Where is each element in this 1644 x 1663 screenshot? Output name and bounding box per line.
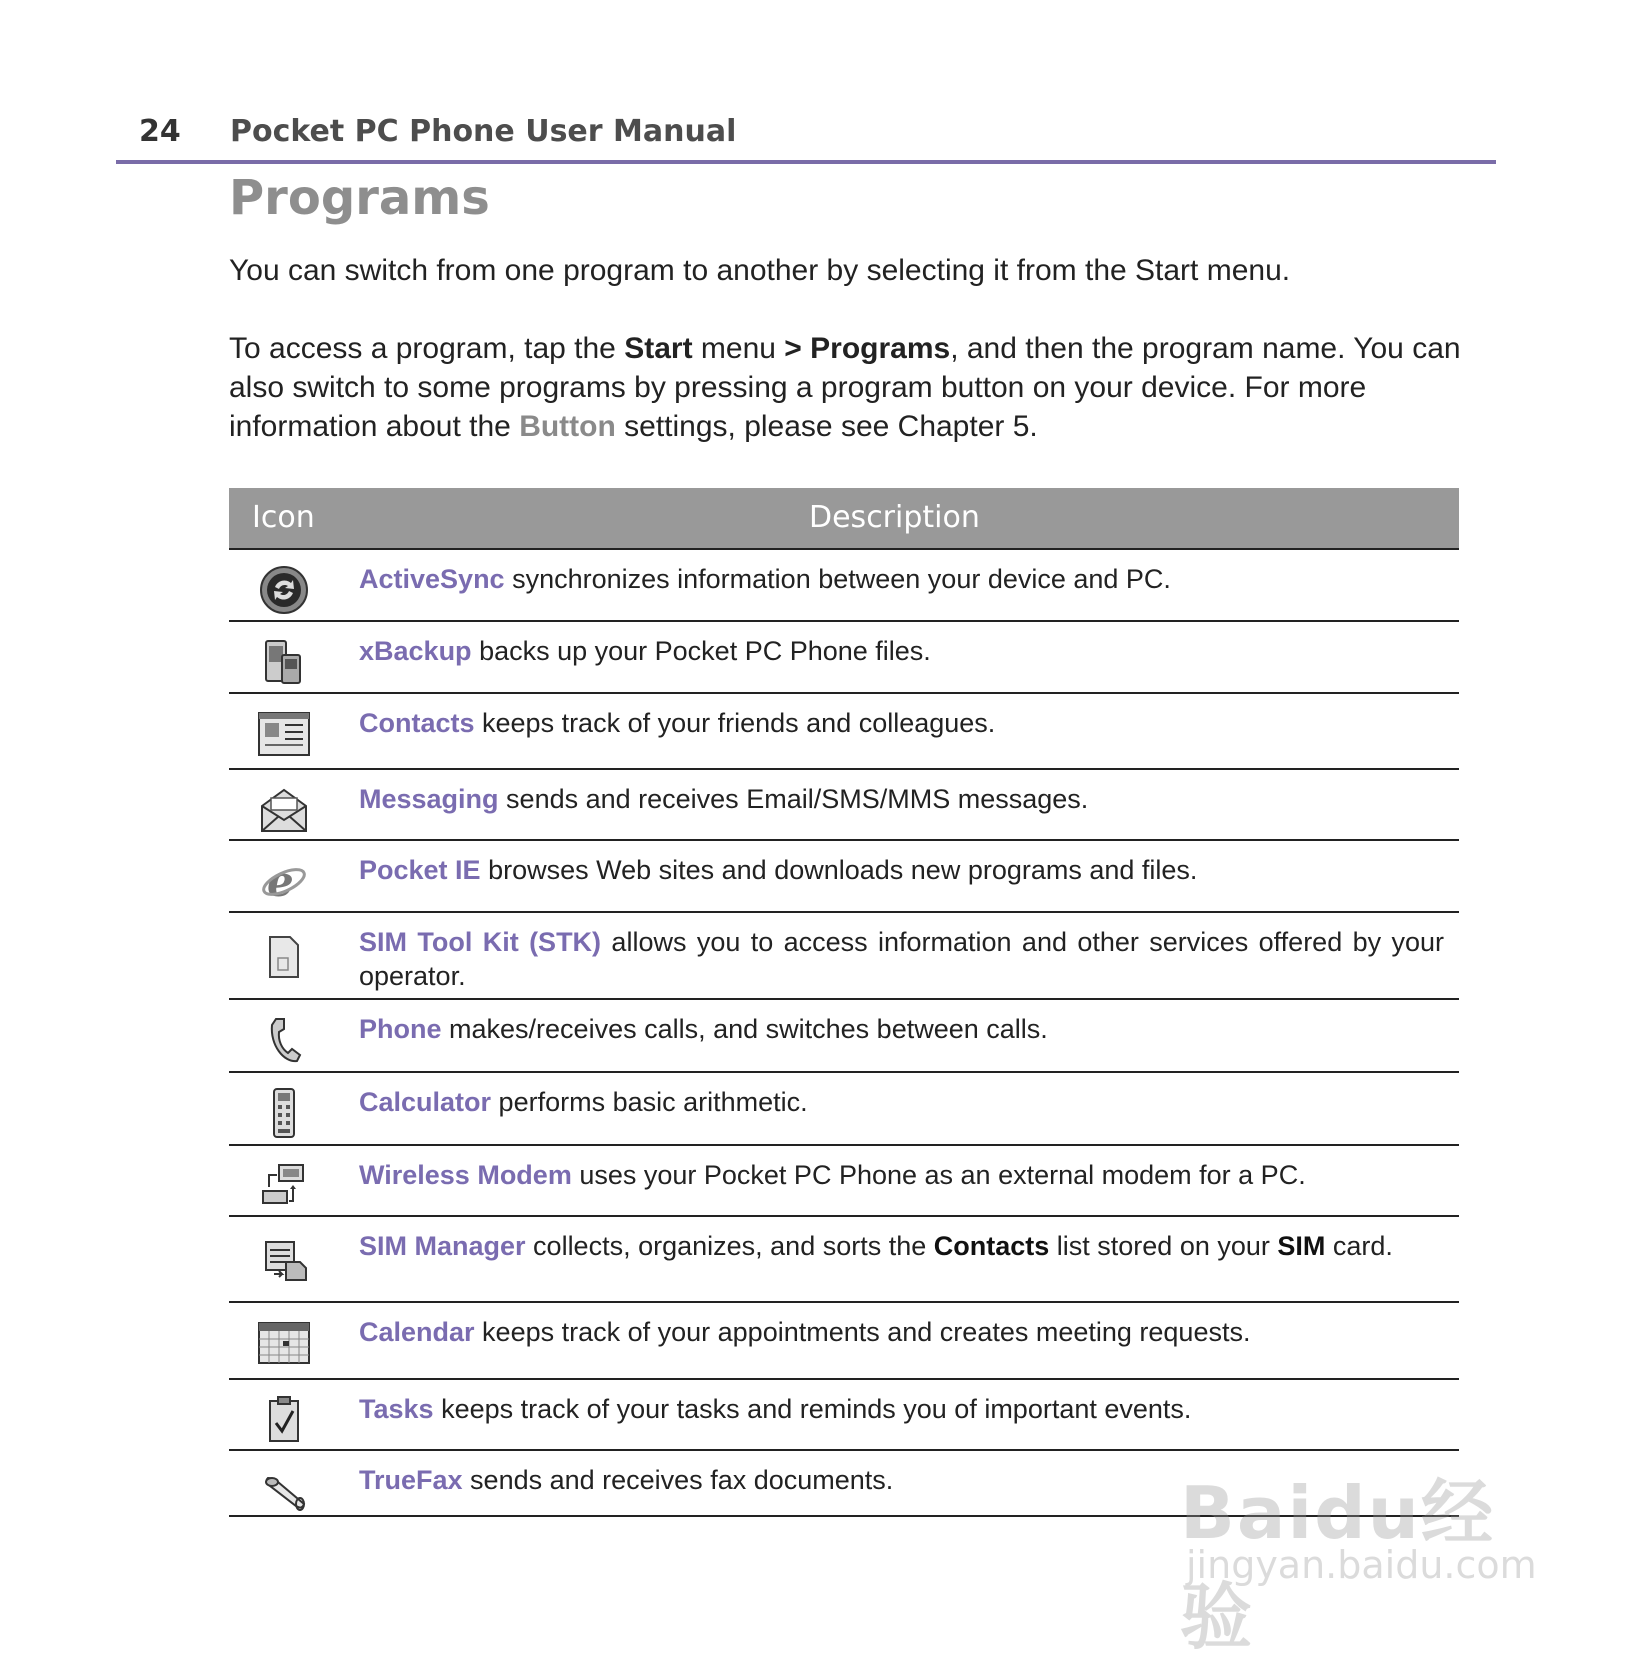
access-paragraph <box>229 329 1499 446</box>
app-name: ActiveSync <box>359 564 505 594</box>
app-name: xBackup <box>359 636 472 666</box>
sim-manager-icon <box>255 1233 313 1285</box>
app-desc: backs up your Pocket PC Phone files. <box>471 636 931 666</box>
table-row <box>229 1303 1459 1380</box>
row-description <box>359 925 1444 993</box>
table-row <box>229 841 1459 913</box>
contacts-icon <box>255 708 313 760</box>
row-description <box>359 562 1444 596</box>
row-description <box>359 1315 1444 1349</box>
programs-ref: > Programs <box>784 332 951 365</box>
app-name: Messaging <box>359 784 499 814</box>
row-description <box>359 1463 1444 1497</box>
app-desc: keeps track of your appointments and creates meeting requests. <box>474 1317 1251 1347</box>
section-title: Programs <box>229 170 490 226</box>
table-row <box>229 1380 1459 1451</box>
table-row <box>229 694 1459 770</box>
app-desc: performs basic arithmetic. <box>491 1087 808 1117</box>
tasks-icon <box>255 1394 313 1446</box>
watermark-brand: Baidu经验 <box>1180 1471 1495 1659</box>
app-desc: list stored on your <box>1049 1231 1278 1261</box>
table-row <box>229 1146 1459 1217</box>
contacts-ref: Contacts <box>933 1231 1050 1261</box>
wireless-modem-icon <box>255 1160 313 1212</box>
page-header <box>116 110 1496 164</box>
xbackup-icon <box>255 636 313 688</box>
row-description <box>359 1158 1444 1192</box>
activesync-icon <box>255 564 313 616</box>
table-row <box>229 622 1459 694</box>
app-desc: browses Web sites and downloads new programs and files. <box>480 855 1198 885</box>
app-name: Wireless Modem <box>359 1160 572 1190</box>
programs-table <box>229 488 1459 1517</box>
table-row <box>229 1217 1459 1303</box>
watermark-url: jingyan.baidu.com <box>1186 1543 1537 1587</box>
table-row <box>229 550 1459 622</box>
app-desc: sends and receives fax documents. <box>462 1465 894 1495</box>
app-desc: keeps track of your friends and colleagues. <box>474 708 996 738</box>
start-menu-ref: Start <box>624 332 693 365</box>
svg-text:e: e <box>267 857 294 906</box>
table-header <box>229 488 1459 550</box>
app-name: Phone <box>359 1014 442 1044</box>
app-desc: synchronizes information between your device and PC. <box>504 564 1171 594</box>
app-desc: allows you to access information and other services offered by your operator. <box>359 927 1444 991</box>
row-description <box>359 1085 1444 1119</box>
pocket-ie-icon <box>255 855 313 907</box>
row-description <box>359 1012 1444 1046</box>
app-name: Calendar <box>359 1317 475 1347</box>
app-desc: keeps track of your tasks and reminds you of important events. <box>433 1394 1192 1424</box>
header-description-column: Description <box>809 500 980 535</box>
app-name: SIM Tool Kit (STK) <box>359 927 602 957</box>
truefax-icon <box>255 1465 313 1517</box>
manual-title: Pocket PC Phone User Manual <box>230 114 737 149</box>
messaging-icon <box>255 784 313 836</box>
row-description <box>359 853 1444 887</box>
app-name: Tasks <box>359 1394 434 1424</box>
app-desc: card. <box>1325 1231 1393 1261</box>
calendar-icon <box>255 1317 313 1369</box>
app-desc: collects, organizes, and sorts the <box>525 1231 934 1261</box>
page-number: 24 <box>139 114 181 149</box>
access-text-4: settings, please see Chapter 5. <box>615 410 1038 443</box>
sim-toolkit-icon <box>255 931 313 983</box>
row-description <box>359 1392 1444 1426</box>
table-row <box>229 1000 1459 1073</box>
app-desc: makes/receives calls, and switches between calls. <box>441 1014 1048 1044</box>
access-text-1: To access a program, tap the <box>229 332 625 365</box>
app-name: SIM Manager <box>359 1231 526 1261</box>
phone-icon <box>255 1014 313 1066</box>
access-text-2: menu <box>692 332 785 365</box>
row-description <box>359 782 1444 816</box>
intro-paragraph: You can switch from one program to another by selecting it from the Start menu. <box>229 254 1291 287</box>
header-icon-column: Icon <box>252 500 315 535</box>
table-row <box>229 770 1459 841</box>
access-text-3: , and then the program name. You can also switch to some programs by pressing a program button on your device. For more information about the <box>229 332 1461 443</box>
row-description <box>359 634 1444 668</box>
app-desc: uses your Pocket PC Phone as an external modem for a PC. <box>571 1160 1306 1190</box>
row-description <box>359 1229 1444 1263</box>
app-desc: sends and receives Email/SMS/MMS messages. <box>498 784 1089 814</box>
table-row <box>229 1073 1459 1146</box>
app-name: Calculator <box>359 1087 492 1117</box>
table-row <box>229 1451 1459 1517</box>
button-settings-ref: Button <box>519 410 616 443</box>
app-name: Pocket IE <box>359 855 481 885</box>
table-row <box>229 913 1459 1000</box>
app-name: Contacts <box>359 708 475 738</box>
sim-ref: SIM <box>1277 1231 1326 1261</box>
app-name: TrueFax <box>359 1465 463 1495</box>
row-description <box>359 706 1444 740</box>
calculator-icon <box>255 1087 313 1139</box>
